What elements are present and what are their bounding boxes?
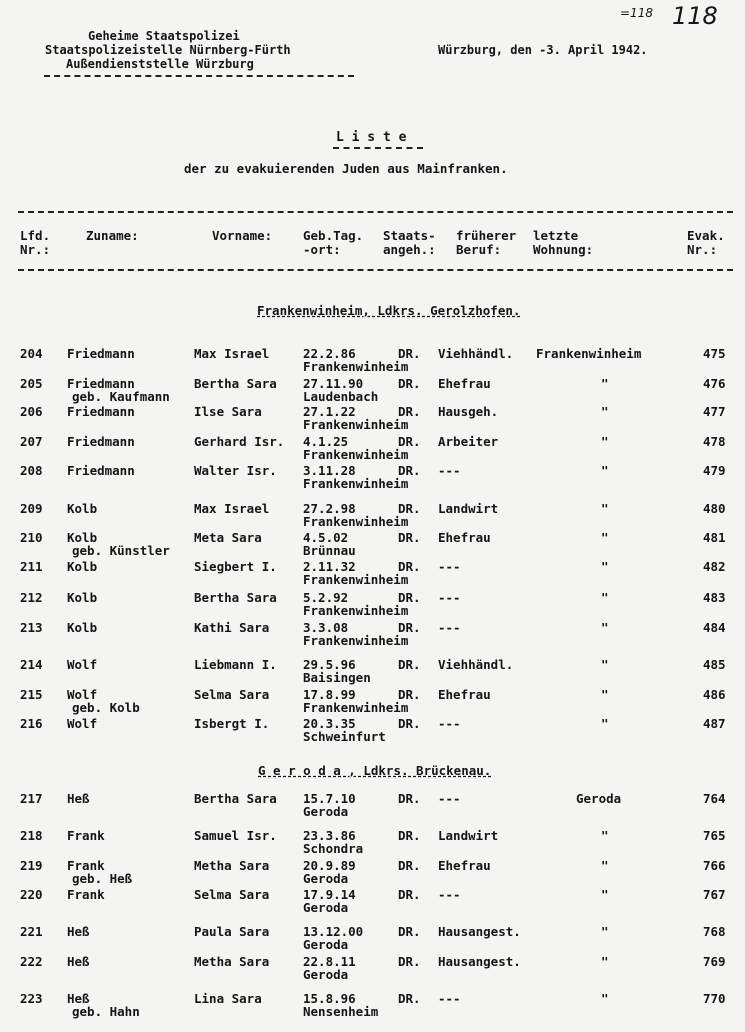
row-surname: Kolb [67, 559, 98, 574]
table-row [0, 405, 745, 435]
row-occupation: Landwirt [438, 501, 499, 516]
row-residence: " [601, 376, 609, 391]
row-first-name: Metha Sara [194, 858, 270, 873]
row-number: 206 [20, 404, 43, 419]
row-citizenship: DR. [398, 530, 421, 545]
row-birth-place: Frankenwinheim [303, 572, 409, 587]
row-citizenship: DR. [398, 858, 421, 873]
row-occupation: Landwirt [438, 828, 499, 843]
row-first-name: Selma Sara [194, 887, 270, 902]
row-first-name: Isbergt I. [194, 716, 270, 731]
document-subtitle: der zu evakuierenden Juden aus Mainfranken. [184, 161, 508, 176]
row-birth-date: 23.3.86 [303, 828, 356, 843]
row-birth-place: Schweinfurt [303, 729, 386, 744]
row-first-name: Paula Sara [194, 924, 270, 939]
table-row [0, 621, 745, 651]
row-residence: Geroda [576, 791, 622, 806]
row-residence: " [601, 828, 609, 843]
table-row [0, 688, 745, 718]
row-surname: Kolb [67, 501, 98, 516]
table-row [0, 859, 745, 889]
document-title: L i s t e [336, 130, 407, 145]
row-birth-name: geb. Heß [72, 871, 133, 886]
row-surname: Friedmann [67, 434, 135, 449]
col-beruf: früherer Beruf: [456, 228, 517, 257]
row-number: 215 [20, 687, 43, 702]
row-birth-date: 20.9.89 [303, 858, 356, 873]
row-first-name: Kathi Sara [194, 620, 270, 635]
row-residence: " [601, 858, 609, 873]
header-rule-top [18, 211, 733, 213]
document-date: Würzburg, den -3. April 1942. [438, 43, 648, 57]
row-surname: Kolb [67, 530, 98, 545]
row-birth-place: Frankenwinheim [303, 359, 409, 374]
row-number: 219 [20, 858, 43, 873]
col-lfd: Lfd. Nr.: [20, 228, 51, 257]
handwritten-page-number: 118 [672, 2, 718, 30]
row-occupation: Hausangest. [438, 954, 521, 969]
row-residence: " [601, 657, 609, 672]
row-birth-date: 17.9.14 [303, 887, 356, 902]
table-row [0, 347, 745, 377]
row-evak-number: 485 [703, 657, 726, 672]
table-row [0, 435, 745, 465]
row-occupation: --- [438, 791, 461, 806]
row-number: 222 [20, 954, 43, 969]
row-surname: Heß [67, 954, 90, 969]
row-surname: Friedmann [67, 404, 135, 419]
row-occupation: Ehefrau [438, 530, 491, 545]
row-residence: " [601, 620, 609, 635]
row-birth-place: Nensenheim [303, 1004, 379, 1019]
row-number: 209 [20, 501, 43, 516]
col-wohnung: letzte Wohnung: [533, 228, 594, 257]
table-row [0, 925, 745, 955]
row-birth-place: Schondra [303, 841, 364, 856]
row-number: 204 [20, 346, 43, 361]
row-first-name: Max Israel [194, 346, 270, 361]
row-birth-place: Geroda [303, 937, 349, 952]
row-number: 207 [20, 434, 43, 449]
row-surname: Wolf [67, 687, 98, 702]
row-residence: " [601, 559, 609, 574]
row-number: 212 [20, 590, 43, 605]
row-residence: " [601, 687, 609, 702]
row-birth-name: geb. Hahn [72, 1004, 140, 1019]
row-birth-date: 4.5.02 [303, 530, 349, 545]
row-birth-name: geb. Kaufmann [72, 389, 170, 404]
row-first-name: Samuel Isr. [194, 828, 277, 843]
row-residence: Frankenwinheim [536, 346, 642, 361]
table-row [0, 829, 745, 859]
row-birth-date: 27.2.98 [303, 501, 356, 516]
row-residence: " [601, 501, 609, 516]
row-evak-number: 766 [703, 858, 726, 873]
row-birth-date: 22.8.11 [303, 954, 356, 969]
row-number: 221 [20, 924, 43, 939]
table-row [0, 531, 745, 561]
row-birth-name: geb. Künstler [72, 543, 170, 558]
letterhead-rule [44, 75, 354, 77]
row-birth-date: 3.3.08 [303, 620, 349, 635]
col-zuname: Zuname: [86, 228, 139, 243]
row-birth-place: Geroda [303, 871, 349, 886]
row-occupation: --- [438, 590, 461, 605]
row-occupation: --- [438, 887, 461, 902]
org-line-3: Außendienststelle Würzburg [66, 57, 254, 71]
row-first-name: Metha Sara [194, 954, 270, 969]
handwritten-reference: =118 [620, 6, 653, 20]
row-evak-number: 769 [703, 954, 726, 969]
row-citizenship: DR. [398, 590, 421, 605]
row-surname: Frank [67, 828, 105, 843]
row-residence: " [601, 434, 609, 449]
row-citizenship: DR. [398, 346, 421, 361]
row-citizenship: DR. [398, 434, 421, 449]
row-number: 218 [20, 828, 43, 843]
row-number: 205 [20, 376, 43, 391]
org-line-2: Staatspolizeistelle Nürnberg-Fürth [45, 43, 291, 57]
row-evak-number: 477 [703, 404, 726, 419]
row-surname: Heß [67, 924, 90, 939]
row-birth-date: 29.5.96 [303, 657, 356, 672]
row-first-name: Gerhard Isr. [194, 434, 285, 449]
row-citizenship: DR. [398, 687, 421, 702]
row-first-name: Ilse Sara [194, 404, 262, 419]
row-occupation: --- [438, 559, 461, 574]
table-row [0, 560, 745, 590]
table-row [0, 792, 745, 822]
col-vorname: Vorname: [212, 228, 273, 243]
row-occupation: --- [438, 620, 461, 635]
table-row [0, 717, 745, 747]
row-birth-place: Frankenwinheim [303, 417, 409, 432]
row-number: 216 [20, 716, 43, 731]
row-occupation: Hausgeh. [438, 404, 499, 419]
row-evak-number: 765 [703, 828, 726, 843]
row-surname: Wolf [67, 657, 98, 672]
row-citizenship: DR. [398, 463, 421, 478]
row-surname: Frank [67, 887, 105, 902]
row-birth-name: geb. Kolb [72, 700, 140, 715]
col-geb: Geb.Tag. -ort: [303, 228, 364, 257]
row-occupation: Ehefrau [438, 858, 491, 873]
row-occupation: --- [438, 463, 461, 478]
table-row [0, 591, 745, 621]
row-evak-number: 487 [703, 716, 726, 731]
row-residence: " [601, 887, 609, 902]
row-residence: " [601, 404, 609, 419]
row-first-name: Siegbert I. [194, 559, 277, 574]
row-occupation: Ehefrau [438, 376, 491, 391]
row-citizenship: DR. [398, 404, 421, 419]
row-number: 217 [20, 791, 43, 806]
row-birth-place: Laudenbach [303, 389, 379, 404]
row-evak-number: 481 [703, 530, 726, 545]
row-occupation: Hausangest. [438, 924, 521, 939]
row-birth-date: 27.11.90 [303, 376, 364, 391]
row-surname: Friedmann [67, 346, 135, 361]
row-evak-number: 486 [703, 687, 726, 702]
table-row [0, 464, 745, 494]
row-surname: Frank [67, 858, 105, 873]
row-evak-number: 767 [703, 887, 726, 902]
row-first-name: Bertha Sara [194, 376, 277, 391]
row-citizenship: DR. [398, 791, 421, 806]
row-birth-date: 4.1.25 [303, 434, 349, 449]
row-evak-number: 764 [703, 791, 726, 806]
section-title-geroda: G e r o d a , Ldkrs. Brückenau. [258, 763, 492, 778]
row-residence: " [601, 463, 609, 478]
row-evak-number: 476 [703, 376, 726, 391]
row-birth-date: 22.2.86 [303, 346, 356, 361]
row-birth-place: Frankenwinheim [303, 603, 409, 618]
row-evak-number: 483 [703, 590, 726, 605]
row-birth-place: Geroda [303, 900, 349, 915]
row-birth-date: 15.8.96 [303, 991, 356, 1006]
row-surname: Friedmann [67, 463, 135, 478]
row-birth-place: Geroda [303, 967, 349, 982]
row-number: 223 [20, 991, 43, 1006]
row-first-name: Lina Sara [194, 991, 262, 1006]
row-surname: Kolb [67, 590, 98, 605]
row-number: 210 [20, 530, 43, 545]
row-birth-date: 3.11.28 [303, 463, 356, 478]
row-number: 214 [20, 657, 43, 672]
col-staat: Staats- angeh.: [383, 228, 436, 257]
table-row [0, 992, 745, 1022]
row-birth-date: 2.11.32 [303, 559, 356, 574]
row-citizenship: DR. [398, 657, 421, 672]
row-surname: Heß [67, 991, 90, 1006]
row-first-name: Selma Sara [194, 687, 270, 702]
row-citizenship: DR. [398, 376, 421, 391]
table-row [0, 658, 745, 688]
row-first-name: Walter Isr. [194, 463, 277, 478]
org-line-1: Geheime Staatspolizei [88, 29, 240, 43]
row-residence: " [601, 991, 609, 1006]
row-birth-date: 27.1.22 [303, 404, 356, 419]
header-rule-bottom [18, 269, 733, 271]
row-birth-date: 15.7.10 [303, 791, 356, 806]
row-evak-number: 482 [703, 559, 726, 574]
row-residence: " [601, 924, 609, 939]
row-birth-date: 20.3.35 [303, 716, 356, 731]
title-underline [333, 147, 423, 149]
row-citizenship: DR. [398, 501, 421, 516]
row-surname: Wolf [67, 716, 98, 731]
row-evak-number: 478 [703, 434, 726, 449]
row-occupation: Viehhändl. [438, 346, 514, 361]
row-citizenship: DR. [398, 559, 421, 574]
row-birth-place: Geroda [303, 804, 349, 819]
row-occupation: Arbeiter [438, 434, 499, 449]
row-number: 213 [20, 620, 43, 635]
table-row [0, 955, 745, 985]
row-surname: Heß [67, 791, 90, 806]
row-citizenship: DR. [398, 991, 421, 1006]
row-citizenship: DR. [398, 887, 421, 902]
row-evak-number: 479 [703, 463, 726, 478]
row-birth-place: Frankenwinheim [303, 633, 409, 648]
row-number: 208 [20, 463, 43, 478]
row-birth-date: 17.8.99 [303, 687, 356, 702]
row-surname: Kolb [67, 620, 98, 635]
row-evak-number: 475 [703, 346, 726, 361]
row-birth-place: Frankenwinheim [303, 447, 409, 462]
row-birth-place: Baisingen [303, 670, 371, 685]
row-evak-number: 770 [703, 991, 726, 1006]
row-occupation: --- [438, 991, 461, 1006]
row-evak-number: 768 [703, 924, 726, 939]
table-row [0, 377, 745, 407]
row-residence: " [601, 530, 609, 545]
row-first-name: Bertha Sara [194, 590, 277, 605]
row-residence: " [601, 954, 609, 969]
row-birth-place: Brünnau [303, 543, 356, 558]
row-birth-date: 13.12.00 [303, 924, 364, 939]
row-number: 211 [20, 559, 43, 574]
col-evak: Evak. Nr.: [687, 228, 725, 257]
row-first-name: Liebmann I. [194, 657, 277, 672]
row-first-name: Max Israel [194, 501, 270, 516]
row-first-name: Meta Sara [194, 530, 262, 545]
row-citizenship: DR. [398, 716, 421, 731]
row-number: 220 [20, 887, 43, 902]
row-citizenship: DR. [398, 620, 421, 635]
row-evak-number: 480 [703, 501, 726, 516]
section-title-frankenwinheim: Frankenwinheim, Ldkrs. Gerolzhofen. [257, 303, 521, 318]
row-residence: " [601, 716, 609, 731]
row-citizenship: DR. [398, 954, 421, 969]
row-surname: Friedmann [67, 376, 135, 391]
row-birth-date: 5.2.92 [303, 590, 349, 605]
row-birth-place: Frankenwinheim [303, 700, 409, 715]
row-evak-number: 484 [703, 620, 726, 635]
row-citizenship: DR. [398, 828, 421, 843]
row-birth-place: Frankenwinheim [303, 514, 409, 529]
row-birth-place: Frankenwinheim [303, 476, 409, 491]
row-citizenship: DR. [398, 924, 421, 939]
row-occupation: --- [438, 716, 461, 731]
row-occupation: Ehefrau [438, 687, 491, 702]
table-row [0, 888, 745, 918]
table-row [0, 502, 745, 532]
row-first-name: Bertha Sara [194, 791, 277, 806]
row-residence: " [601, 590, 609, 605]
row-occupation: Viehhändl. [438, 657, 514, 672]
